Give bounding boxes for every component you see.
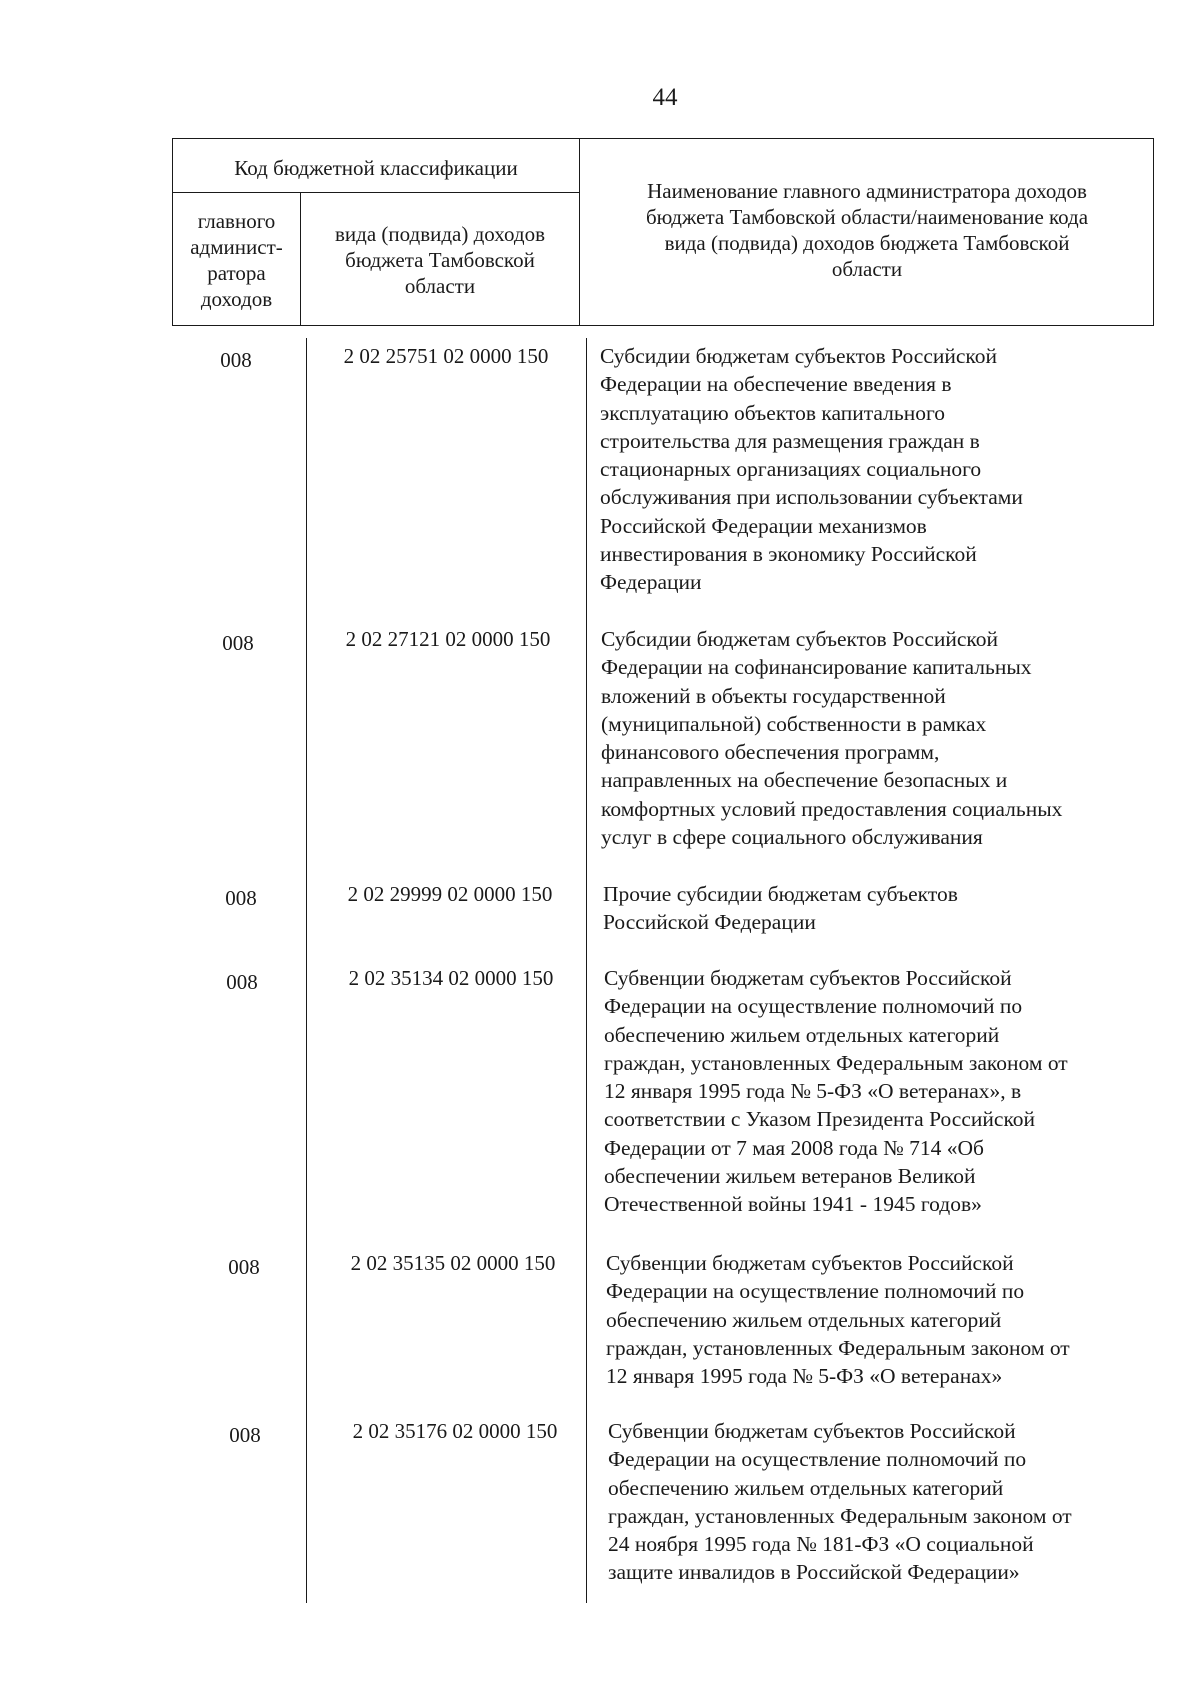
description-line: граждан, установленных Федеральным законом от (604, 1050, 1068, 1075)
admin-code: 008 (225, 886, 257, 910)
budget-code: 2 02 27121 02 0000 150 (345, 627, 551, 651)
budget-code: 2 02 35135 02 0000 150 (350, 1251, 556, 1275)
description-line: Субсидии бюджетам субъектов Российской (600, 344, 998, 368)
header-mid-divider (579, 138, 580, 326)
header-admin-line: админист- (190, 235, 283, 259)
row-description (603, 880, 1163, 937)
description-line: Прочие субсидии бюджетам субъектов (603, 882, 958, 906)
header-admin-line: главного (197, 209, 276, 233)
description-line: Федерации от 7 мая 2008 года № 714 «Об (604, 1135, 984, 1160)
header-group-title: Код бюджетной классификации (234, 156, 518, 180)
description-line: обеспечении жильем ветеранов Великой (604, 1164, 976, 1189)
description-line: Субвенции бюджетам субъектов Российской (606, 1251, 1014, 1275)
description-line: обеспечению жильем отдельных категорий (604, 1022, 1000, 1047)
header-admin-col (173, 208, 300, 312)
row-description (601, 625, 1161, 851)
description-line: (муниципальной) собственности в рамках (601, 711, 987, 736)
admin-code: 008 (228, 1255, 260, 1279)
description-line: Федерации на обеспечение введения в (600, 372, 952, 397)
description-line: Федерации на осуществление полномочий по (606, 1279, 1025, 1304)
budget-code: 2 02 25751 02 0000 150 (343, 344, 549, 368)
description-line: Российской Федерации механизмов (600, 513, 927, 538)
header-name-line: Наименование главного администратора доходов (647, 179, 1087, 203)
header-group-underline (172, 192, 580, 193)
admin-code: 008 (226, 970, 258, 994)
row-description (606, 1249, 1166, 1390)
description-line: вложений в объекты государственной (601, 683, 946, 708)
description-line: Федерации (600, 570, 702, 595)
description-line: стационарных организациях социального (600, 457, 982, 482)
description-line: 24 ноября 1995 года № 181-ФЗ «О социальной (608, 1532, 1034, 1557)
description-line: соответствии с Указом Президента Российской (604, 1107, 1036, 1132)
budget-code: 2 02 29999 02 0000 150 (347, 882, 553, 906)
description-line: Субвенции бюджетам субъектов Российской (604, 966, 1012, 990)
description-line: граждан, установленных Федеральным законом от (608, 1503, 1072, 1528)
row-description (604, 964, 1164, 1219)
description-line: направленных на обеспечение безопасных и (601, 768, 1008, 793)
description-line: обслуживания при использовании субъектами (600, 485, 1023, 510)
description-line: Федерации на осуществление полномочий по (608, 1447, 1027, 1472)
header-admin-line: ратора (207, 261, 266, 285)
header-bottom-border (172, 325, 1154, 326)
header-top-border (172, 138, 1154, 139)
admin-code: 008 (222, 631, 254, 655)
description-line: инвестирования в экономику Российской (600, 542, 977, 567)
description-line: строительства для размещения граждан в (600, 428, 980, 453)
header-name-line: вида (подвида) доходов бюджета Тамбовской (664, 231, 1070, 255)
description-line: финансового обеспечения программ, (601, 740, 940, 765)
header-code-col (301, 221, 579, 299)
admin-code: 008 (220, 348, 252, 372)
header-right-border (1153, 138, 1154, 326)
header-name-line: бюджета Тамбовской области/наименование кода (645, 205, 1089, 229)
description-line: эксплуатацию объектов капитального (600, 400, 945, 425)
row-description (608, 1417, 1168, 1587)
header-code-line: вида (подвида) доходов (335, 222, 545, 246)
description-line: комфортных условий предоставления социальных (601, 796, 1063, 821)
description-line: защите инвалидов в Российской Федерации» (608, 1560, 1020, 1585)
budget-code: 2 02 35134 02 0000 150 (348, 966, 554, 990)
description-line: Субсидии бюджетам субъектов Российской (601, 627, 999, 651)
description-line: обеспечению жильем отдельных категорий (608, 1475, 1004, 1500)
description-line: обеспечению жильем отдельных категорий (606, 1307, 1002, 1332)
header-code-line: области (404, 274, 476, 298)
description-line: граждан, установленных Федеральным законом от (606, 1335, 1070, 1360)
description-line: Субвенции бюджетам субъектов Российской (608, 1419, 1016, 1443)
body-divider-left (306, 338, 307, 1603)
description-line: Федерации на софинансирование капитальных (601, 655, 1032, 680)
page-number: 44 (652, 84, 678, 111)
header-name-col (583, 178, 1151, 282)
row-description (600, 342, 1160, 597)
header-name-line: области (831, 257, 903, 281)
description-line: Федерации на осуществление полномочий по (604, 994, 1023, 1019)
description-line: Отечественной войны 1941 - 1945 годов» (604, 1192, 982, 1217)
header-code-line: бюджета Тамбовской (345, 248, 535, 272)
description-line: Российской Федерации (603, 910, 816, 935)
description-line: 12 января 1995 года № 5-ФЗ «О ветеранах» (606, 1364, 1003, 1389)
header-admin-line: доходов (200, 287, 273, 311)
description-line: услуг в сфере социального обслуживания (601, 825, 983, 850)
budget-code: 2 02 35176 02 0000 150 (352, 1419, 558, 1443)
description-line: 12 января 1995 года № 5-ФЗ «О ветеранах», в (604, 1079, 1022, 1104)
admin-code: 008 (229, 1423, 261, 1447)
